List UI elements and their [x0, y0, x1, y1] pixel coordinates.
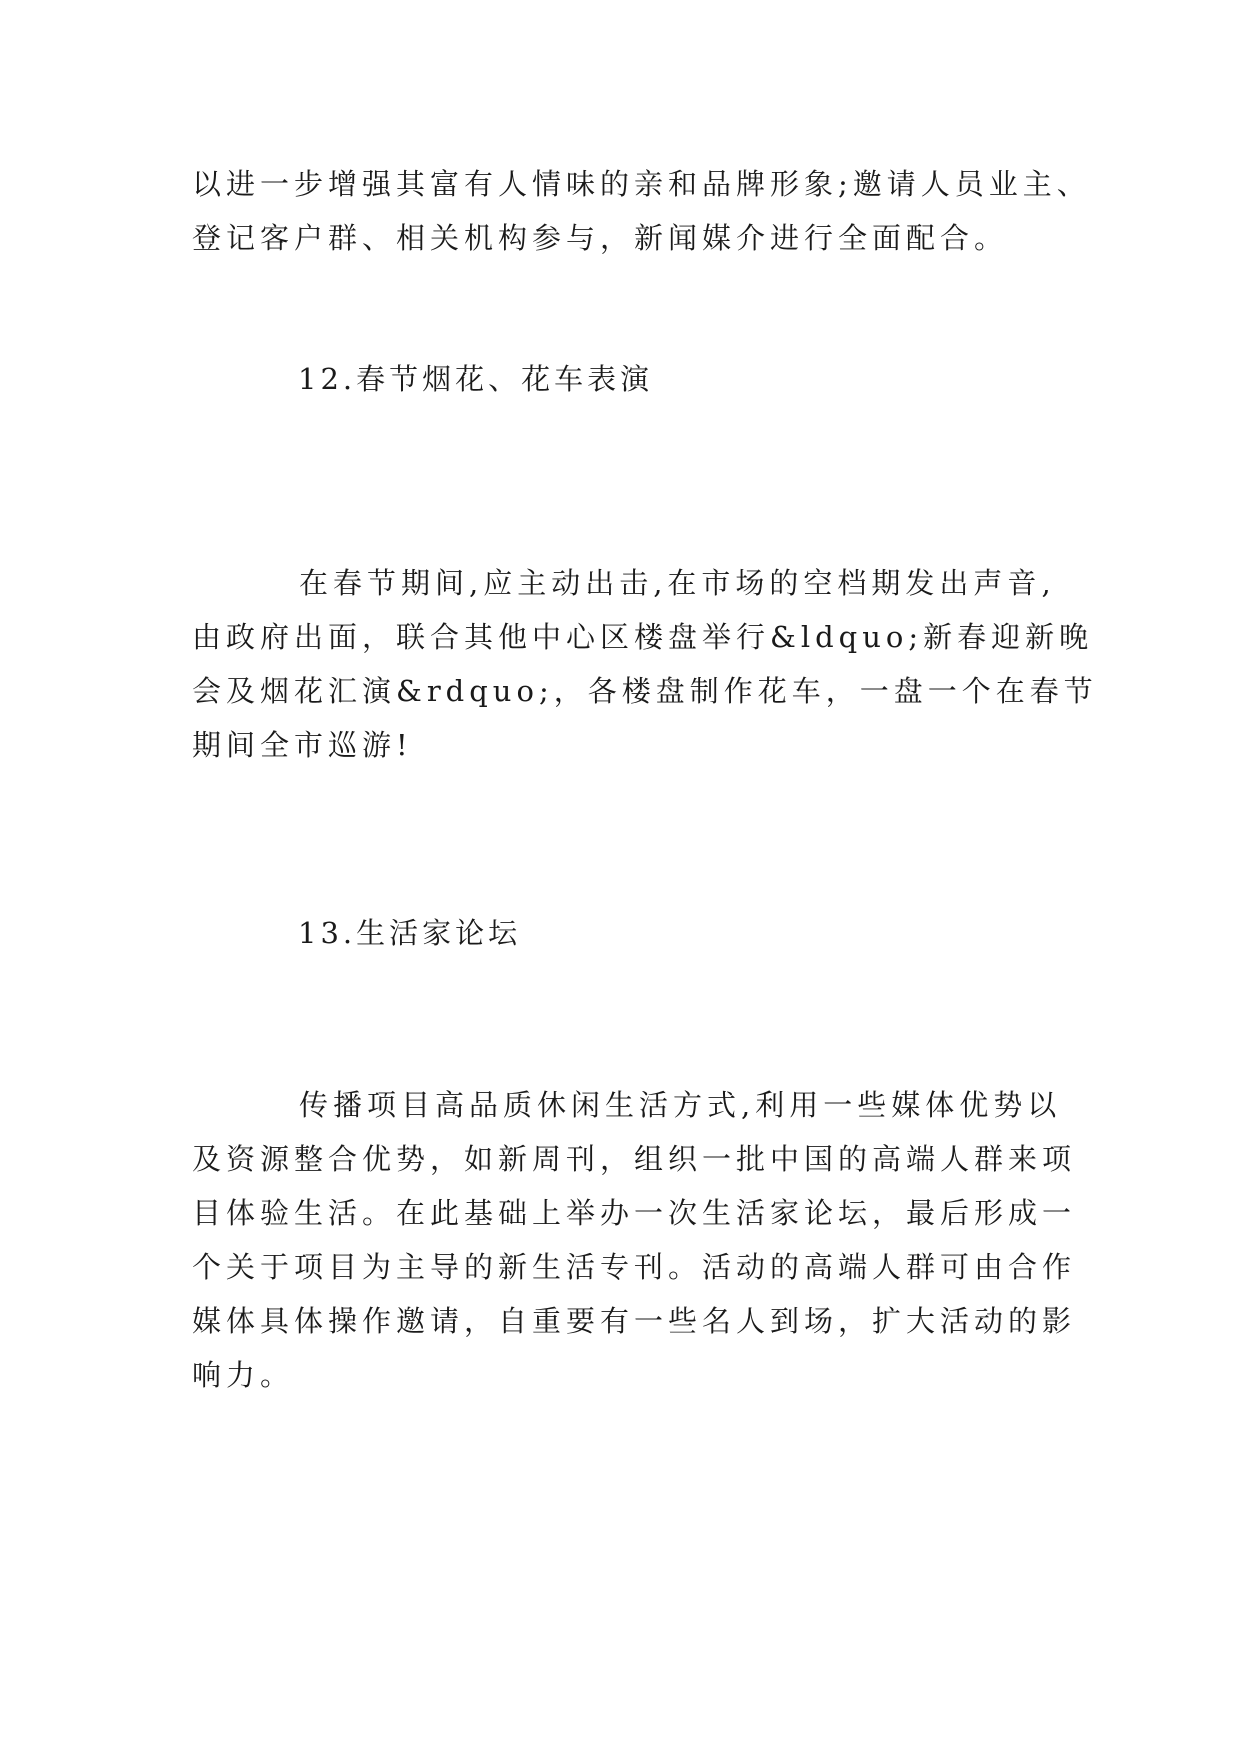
paragraph-line: 由政府出面，联合其他中心区楼盘举行&ldquo;新春迎新晚	[192, 620, 1094, 654]
paragraph-line: 会及烟花汇演&rdquo;，各楼盘制作花车，一盘一个在春节	[192, 674, 1098, 708]
paragraph-line: 以进一步增强其富有人情味的亲和品牌形象;邀请人员业主、	[192, 167, 1091, 201]
paragraph-line: 在春节期间,应主动出击,在市场的空档期发出声音,	[299, 566, 1056, 600]
paragraph-12	[192, 556, 1098, 772]
paragraph-line: 传播项目高品质休闲生活方式,利用一些媒体优势以	[299, 1088, 1062, 1122]
paragraph-13	[192, 1078, 1077, 1402]
paragraph-line: 期间全市巡游!	[192, 728, 413, 762]
paragraph-line: 媒体具体操作邀请，自重要有一些名人到场，扩大活动的影	[192, 1304, 1077, 1338]
paragraph-line: 个关于项目为主导的新生活专刊。活动的高端人群可由合作	[192, 1250, 1077, 1284]
section-heading-12: 12.春节烟花、花车表演	[298, 362, 654, 396]
paragraph-line: 登记客户群、相关机构参与，新闻媒介进行全面配合。	[192, 221, 1009, 255]
section-heading-13: 13.生活家论坛	[298, 916, 522, 950]
paragraph-line: 及资源整合优势，如新周刊，组织一批中国的高端人群来项	[192, 1142, 1077, 1176]
paragraph-intro	[192, 157, 1091, 265]
paragraph-line: 目体验生活。在此基础上举办一次生活家论坛，最后形成一	[192, 1196, 1077, 1230]
paragraph-line: 响力。	[192, 1358, 295, 1392]
